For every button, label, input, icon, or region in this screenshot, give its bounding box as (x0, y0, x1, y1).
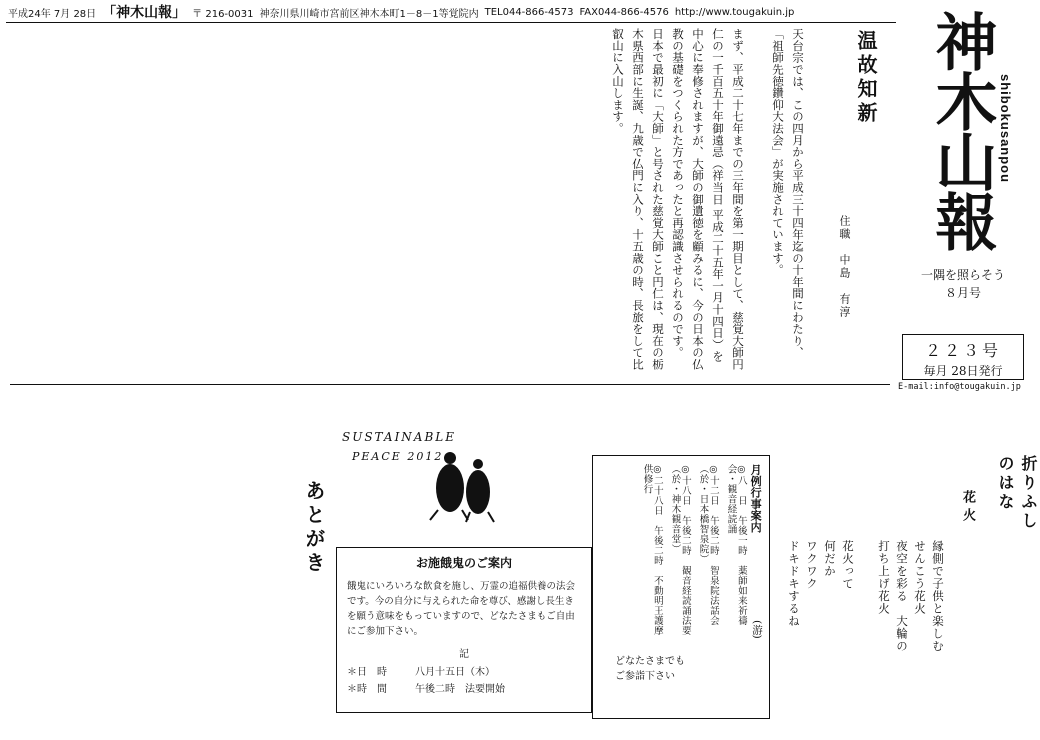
monks-walking-icon (338, 430, 508, 526)
email-link[interactable]: E-mail:info@tougakuin.jp (898, 382, 1021, 392)
paper-name: 「神木山報」 (102, 5, 187, 21)
section-divider (10, 384, 890, 385)
article-author: 住職 中島 有淳 (838, 215, 851, 319)
poem-line: ワクワク (805, 540, 819, 590)
illustration-caption-1: SUSTAINABLE (342, 430, 457, 444)
poem-line: 夜空を彩る 大輪の (895, 540, 909, 653)
fax: FAX044-866-4576 (579, 6, 669, 18)
header-bar (8, 2, 888, 22)
segaki-notice (336, 547, 592, 713)
masthead-title: 神木山報 (925, 10, 998, 250)
poem-author: (游) (751, 620, 763, 639)
events-footer-line-1: どなたさまでも (615, 656, 685, 667)
poem-line: 花火って (841, 540, 855, 590)
event-item: ◎八 日 午後一時 薬師如来祈禱会・観音経読誦 (725, 464, 747, 626)
poem-title: 折りふしのはな (996, 455, 1038, 531)
masthead-romaji: shibokusanpou (998, 74, 1013, 184)
notice-date-value: 八月十五日（木） (415, 667, 495, 678)
issue-box (902, 334, 1024, 380)
monthly-events-box (592, 455, 770, 719)
notice-time-value: 午後二時 法要開始 (415, 684, 505, 695)
postal-code: 〒 216-0031 (192, 8, 254, 20)
events-footer (615, 652, 685, 682)
event-item: ◎十八日 午後二時 観音経読誦法要（於・神木観音堂） (669, 464, 691, 636)
telephone: TEL044-866-4573 (484, 6, 574, 18)
poem-line: 何だか (823, 540, 837, 578)
issue-date: 平成24年 7月 28日 (8, 8, 97, 20)
illustration-caption-2: PEACE 2012 (352, 450, 444, 463)
notice-time-label: ＊時 間 (347, 684, 387, 695)
events-footer-line-2: ご参詣下さい (615, 671, 675, 682)
poem-line: 縁側で子供と楽しむ (931, 540, 945, 653)
poem-heading: 花火 (960, 490, 975, 526)
article-paragraph-3: 日本で最初に「大師」と号された慈覚大師こと円仁は、現在の栃木県西部に生誕、九歳で仏門に入り、十五歳の時、長旅をして比叡山に入山します。 (611, 28, 665, 371)
issue-schedule: 毎月 28日発行 (923, 364, 1003, 378)
event-item: ◎二十八日 午後二時 不動明王護摩供修行 (641, 464, 663, 636)
poem-line: せんこう花火 (913, 540, 927, 615)
notice-body: 餓鬼にいろいろな飲食を施し、万霊の追福供養の法会です。今の自分に与えられた命を尊び、感謝し長生きを願う意味をもっていますので、どなたさまもご自由にご参加下さい。 (347, 581, 576, 637)
notice-date-row (347, 664, 581, 681)
article-body (16, 28, 828, 374)
masthead-month: ８月号 (944, 286, 981, 300)
event-item: ◎十二日 午後二時 智泉院法話会（於・日本橋智泉院） (697, 464, 719, 626)
website-link[interactable]: http://www.tougakuin.jp (674, 6, 795, 18)
events-title: 月例行事案内 (749, 464, 763, 533)
notice-time-row (347, 681, 581, 698)
notice-title: お施餓鬼のご案内 (415, 556, 512, 570)
masthead-motto: 一隅を照らそう (920, 268, 1005, 282)
poem-line: ドキドキするね (787, 540, 801, 628)
article-paragraph-1: 天台宗では、この四月から平成三十四年迄の十年間にわたり、「祖師先徳鑽仰大法会」が実施されています。 (771, 28, 805, 359)
header-divider (6, 22, 896, 23)
poem-line: 打ち上げ花火 (877, 540, 891, 615)
article-heading: 温故知新 (854, 30, 878, 126)
address: 神奈川県川崎市宮前区神木本町1－8－1等覚院内 (259, 8, 479, 20)
issue-number: ２２３号 (924, 341, 1001, 360)
masthead (898, 4, 1028, 336)
atogaki-title: あとがき (302, 480, 326, 576)
article-paragraph-2: まず、平成二十七年までの三年間を第一期目として、慈覚大師円仁の一千百五十年御遠忌（祥当日 平成二十五年一月十四日）を中心に奉修されますが、大師の御遺徳を顧みるに、今の日本の仏教の基礎をつくられた方であったと再認識させられるのです。 (671, 28, 745, 371)
sustainable-peace-illustration (338, 430, 508, 526)
notice-record-label: 記 (459, 649, 469, 660)
notice-date-label: ＊日 時 (347, 667, 387, 678)
